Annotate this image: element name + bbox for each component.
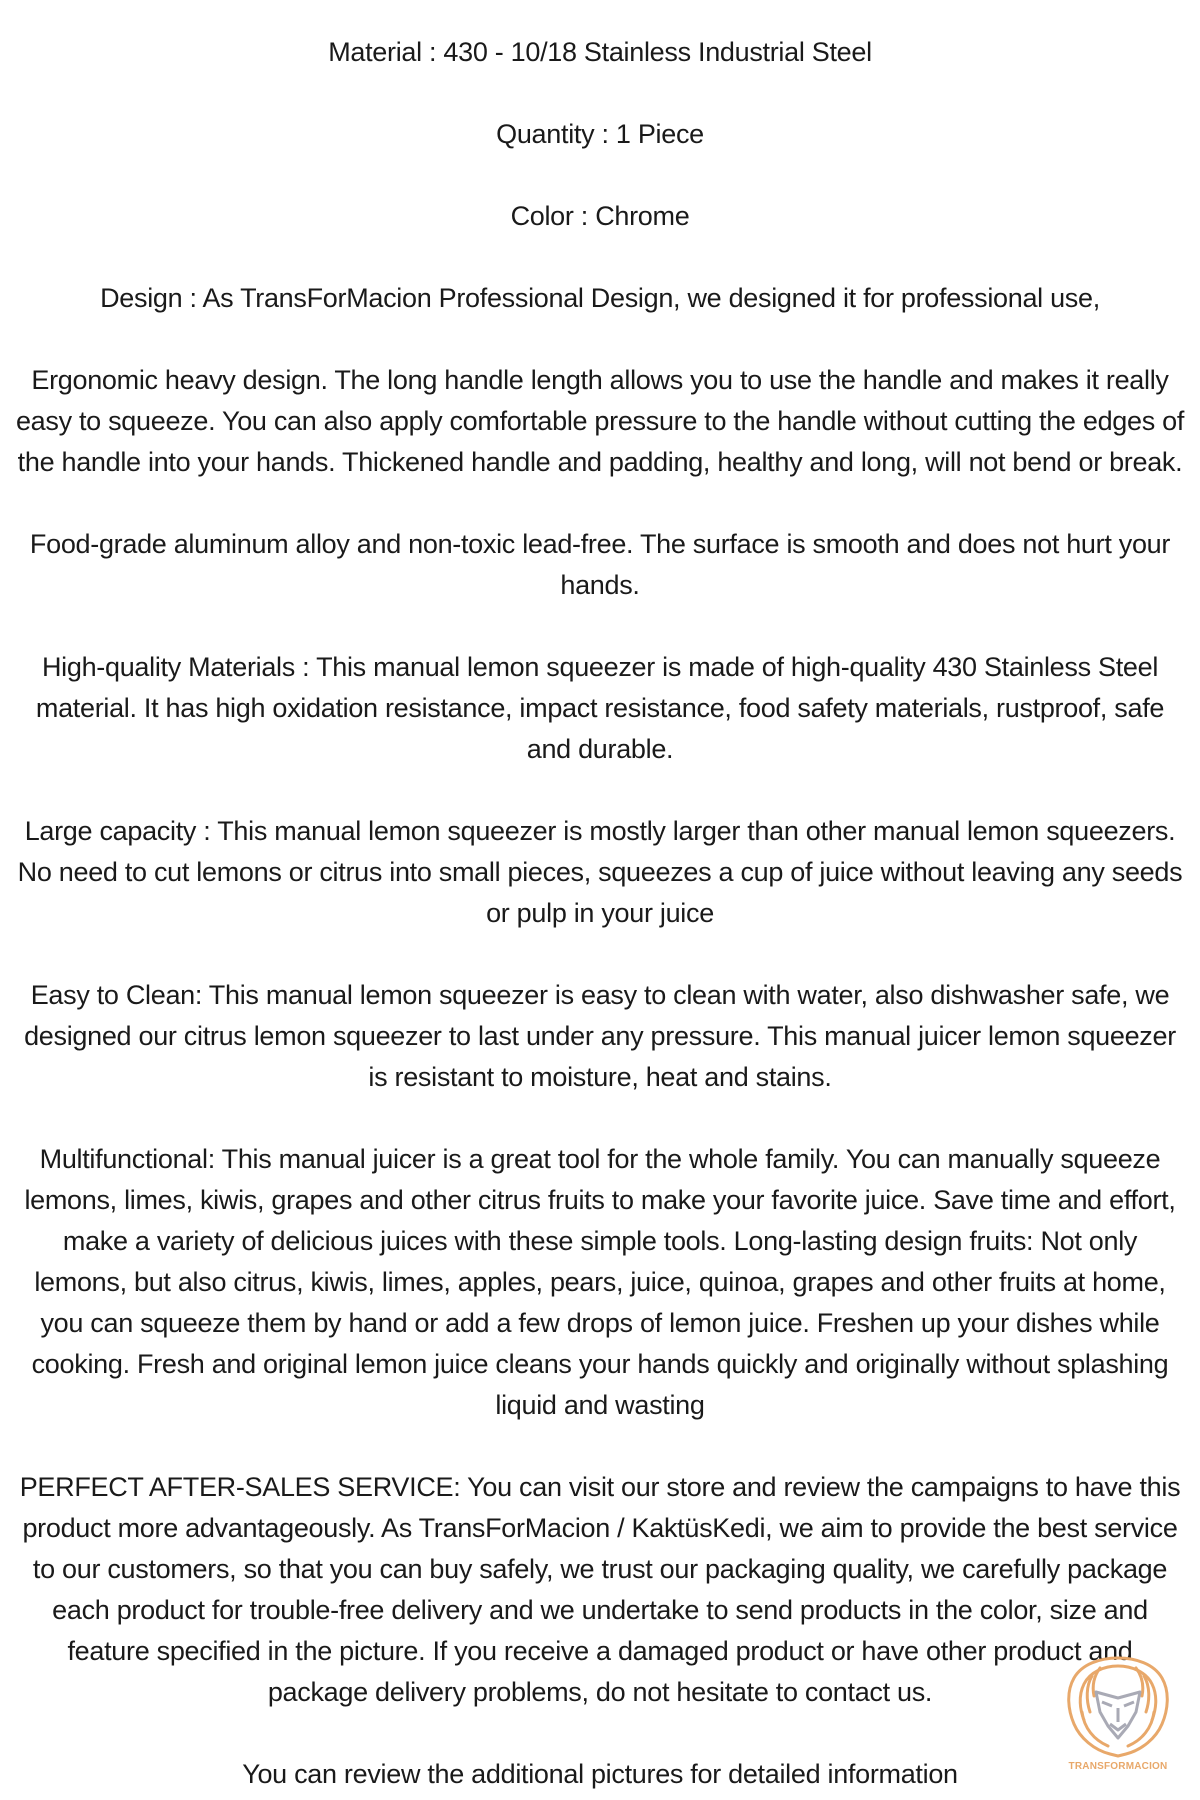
design-line: Design : As TransForMacion Professional Design, we designed it for professional use, xyxy=(100,283,1100,313)
brand-name: TRANSFORMACION xyxy=(1068,1761,1168,1772)
food-grade-paragraph: Food-grade aluminum alloy and non-toxic lead-free. The surface is smooth and does not hurt your hands. xyxy=(29,529,1171,600)
brand-logo xyxy=(1060,1652,1176,1780)
easy-to-clean-paragraph: Easy to Clean: This manual lemon squeezer is easy to clean with water, also dishwasher safe, we designed our citrus lemon squeezer to last under any pressure. This manual juicer lemon squeezer is resistant to moisture, heat and stains. xyxy=(24,980,1176,1092)
ergonomic-paragraph: Ergonomic heavy design. The long handle length allows you to use the handle and makes it really easy to squeeze. You can also apply comfortable pressure to the handle without cutting the edges of the handle into your hands. Thickened handle and padding, healthy and long, will not bend or break. xyxy=(15,365,1185,477)
after-sales-paragraph: PERFECT AFTER-SALES SERVICE: You can visit our store and review the campaigns to have this product more advantageously. As TransForMacion / KaktüsKedi, we aim to provide the best service to our customers, so that you can buy safely, we trust our packaging quality, we carefully package each product for trouble-free delivery and we undertake to send products in the color, size and feature specified in the picture. If you receive a damaged product or have other product and package delivery problems, do not hesitate to contact us. xyxy=(19,1472,1181,1707)
large-capacity-paragraph: Large capacity : This manual lemon squeezer is mostly larger than other manual lemon squeezers. No need to cut lemons or citrus into small pieces, squeezes a cup of juice without leaving any seeds or pulp in your juice xyxy=(17,816,1183,928)
lion-head-icon xyxy=(1060,1652,1176,1760)
review-pictures-line: You can review the additional pictures for detailed information xyxy=(242,1759,958,1789)
description-text-block xyxy=(15,32,1185,1795)
color-line: Color : Chrome xyxy=(510,201,690,231)
material-line: Material : 430 - 10/18 Stainless Industrial Steel xyxy=(328,37,872,67)
high-quality-paragraph: High-quality Materials : This manual lemon squeezer is made of high-quality 430 Stainless Steel material. It has high oxidation resistance, impact resistance, food safety materials, rustproof, safe and durable. xyxy=(35,652,1165,764)
multifunctional-paragraph: Multifunctional: This manual juicer is a great tool for the whole family. You can manually squeeze lemons, limes, kiwis, grapes and other citrus fruits to make your favorite juice. Save time and effort, make a variety of delicious juices with these simple tools. Long-lasting design fruits: Not only lemons, but also citrus, kiwis, limes, apples, pears, juice, quinoa, grapes and other fruits at home, you can squeeze them by hand or add a few drops of lemon juice. Freshen up your dishes while cooking. Fresh and original lemon juice cleans your hands quickly and originally without splashing liquid and wasting xyxy=(24,1144,1176,1420)
quantity-line: Quantity : 1 Piece xyxy=(496,119,704,149)
